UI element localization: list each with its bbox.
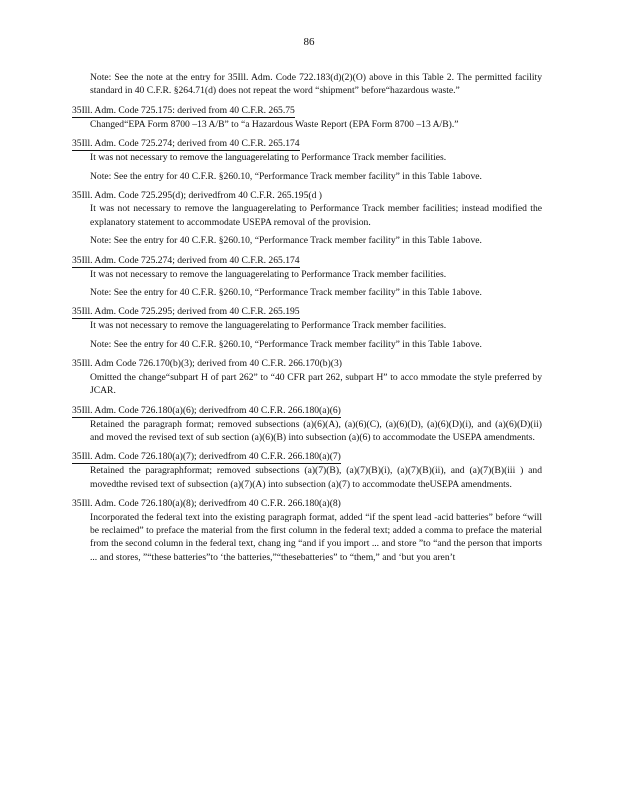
- entry-list: [72, 104, 542, 564]
- entry-text: It was not necessary to remove the languagerelating to Performance Track member facilities; instead modified the explanatory statement to accommodate USEPA removal of the provision.: [90, 203, 542, 228]
- entry-note: Note: See the entry for 40 C.F.R. §260.10, “Performance Track member facility” in this Table 1above.: [90, 170, 482, 182]
- entry-note: Note: See the entry for 40 C.F.R. §260.10, “Performance Track member facility” in this Table 1above.: [90, 287, 482, 299]
- entry-text: It was not necessary to remove the languagerelating to Performance Track member facilities.: [90, 268, 447, 280]
- entry-heading: 35Ill. Adm. Code 725.274; derived from 40 C.F.R. 265.174: [72, 138, 300, 150]
- entry-heading: 35Ill. Adm. Code 725.274; derived from 40 C.F.R. 265.174: [72, 254, 300, 266]
- entry-text: It was not necessary to remove the languagerelating to Performance Track member facilities.: [90, 152, 447, 164]
- entry-note: Note: See the entry for 40 C.F.R. §260.10, “Performance Track member facility” in this Table 1above.: [90, 235, 482, 247]
- entry-heading: 35Ill. Adm. Code 725.295; derived from 40 C.F.R. 265.195: [72, 306, 300, 318]
- entry-note: Note: See the entry for 40 C.F.R. §260.10, “Performance Track member facility” in this Table 1above.: [90, 338, 482, 350]
- table-content: [72, 71, 542, 570]
- table-entry: [72, 404, 542, 445]
- entry-heading: 35Ill. Adm. Code 726.180(a)(6); derivedfrom 40 C.F.R. 266.180(a)(6): [72, 404, 341, 416]
- entry-heading: 35Ill. Adm. Code 725.175: derived from 40 C.F.R. 265.75: [72, 104, 295, 116]
- entry-text: Changed“EPA Form 8700 –13 A/B” to “a Hazardous Waste Report (EPA Form 8700 –13 A/B).”: [90, 118, 459, 130]
- entry-heading: 35Ill. Adm. Code 726.180(a)(8); derivedfrom 40 C.F.R. 266.180(a)(8): [72, 498, 341, 510]
- table-entry: [72, 137, 542, 183]
- table-entry: [72, 497, 542, 564]
- entry-text: Retained the paragraph format; removed subsections (a)(6)(A), (a)(6)(C), (a)(6)(D), (a)(6)(D)(i), and (a)(6)(D)(ii) and moved the revised text of sub section (a)(6)(B) into subsection (a)(6) to accommodate the USEPA amendments.: [90, 418, 542, 443]
- entry-text: Retained the paragraphformat; removed subsections (a)(7)(B), (a)(7)(B)(i), (a)(7)(B)(ii), and (a)(7)(B)(iii ) and movedthe revised text of subsection (a)(7)(A) into subsection (a)(7) to accommodate theUSEPA amendments.: [90, 465, 542, 490]
- table-entry: [72, 104, 542, 131]
- entry-heading: 35Ill. Adm. Code 725.295(d); derivedfrom 40 C.F.R. 265.195(d ): [72, 190, 322, 202]
- entry-heading: 35Ill. Adm. Code 726.180(a)(7); derivedfrom 40 C.F.R. 266.180(a)(7): [72, 451, 341, 463]
- table-entry: [72, 189, 542, 248]
- table-entry: [72, 254, 542, 300]
- page-number: 86: [303, 36, 315, 48]
- table-entry: [72, 357, 542, 397]
- entry-text: Incorporated the federal text into the existing paragraph format, added “if the spent lead -acid batteries” before “will be reclaimed” to preface the material from the first column in the federal text; added a comma to preface the material from the second column in the federal text, chang ing “and if you import ... and store ”to “and the person that imports ... and stores, ”“these batteries”to ‘the batteries,”“thesebatteries” to “them,” and ‘but you aren’t: [90, 511, 542, 563]
- carryover-note: Note: See the note at the entry for 35Ill. Adm. Code 722.183(d)(2)(O) above in this Table 2. The permitted facility standard in 40 C.F.R. §264.71(d) does not repeat the word “shipment” before“hazardous waste.”: [90, 72, 542, 97]
- entry-heading: 35Ill. Adm Code 726.170(b)(3); derived from 40 C.F.R. 266.170(b)(3): [72, 358, 342, 370]
- table-entry: [72, 450, 542, 491]
- entry-text: It was not necessary to remove the languagerelating to Performance Track member facilities.: [90, 320, 447, 332]
- entry-text: Omitted the change“subpart H of part 262” to “40 CFR part 262, subpart H” to acco mmodate the style preferred by JCAR.: [90, 371, 542, 397]
- table-entry: [72, 305, 542, 351]
